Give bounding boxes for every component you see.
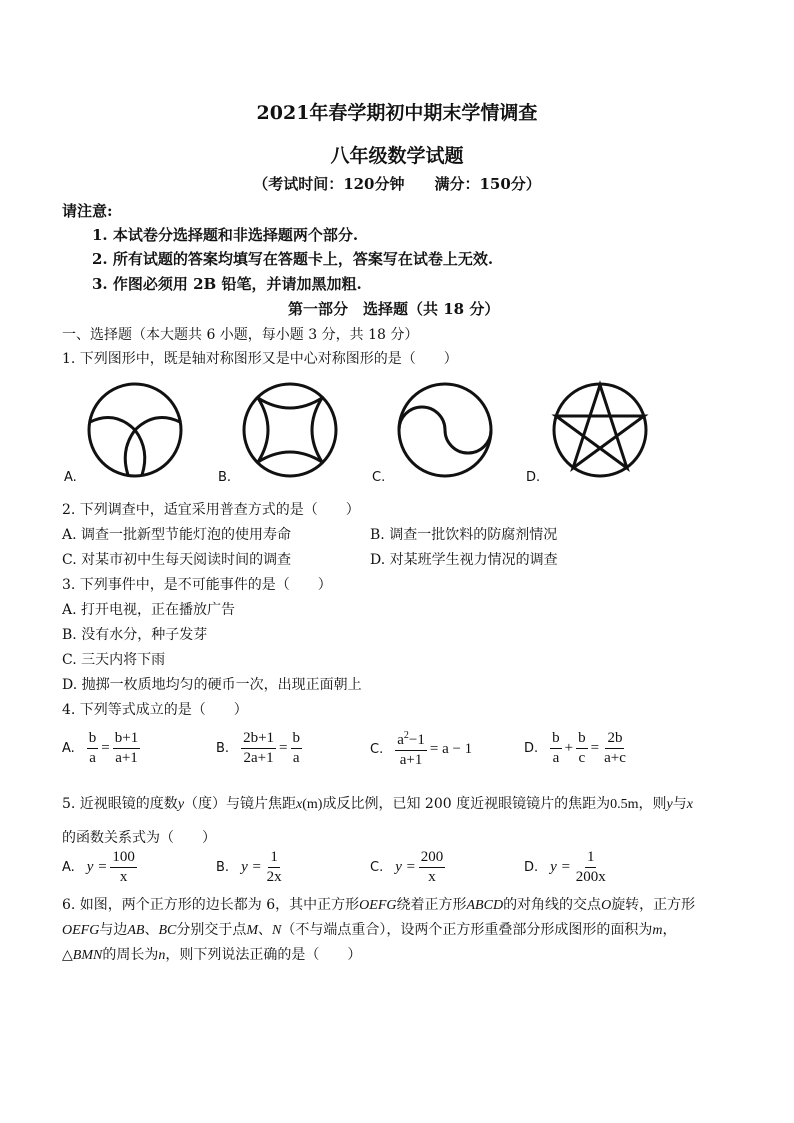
fraction-numerator: b <box>550 730 562 749</box>
unit: (m) <box>302 797 323 812</box>
option-label: A. <box>62 741 75 757</box>
note-item: 1. 本试卷分选择题和非选择题两个部分. <box>92 226 359 244</box>
fraction-denominator: x <box>428 869 436 886</box>
fraction-numerator: b+1 <box>113 730 140 749</box>
math-symbol: O <box>601 898 612 913</box>
variable-y: y <box>666 797 673 812</box>
stem-text: ，则 <box>638 796 667 812</box>
stem-text: ，则下列说法正确的是（ ） <box>165 947 362 963</box>
stem-text: 与 <box>672 796 687 812</box>
fraction-numerator: 1 <box>585 849 597 868</box>
math-symbol: ABCD <box>466 898 504 913</box>
fraction-denominator: a+1 <box>399 752 423 769</box>
fraction-denominator: a <box>89 750 96 767</box>
fraction-denominator: x <box>119 869 128 886</box>
question-4-option-d: D. $\frac{b}{a}$ + $\frac{b}{c}$ = $\frac{2b}{a+c}$ <box>524 730 626 767</box>
question-4-stem: 4. 下列等式成立的是（ ） <box>62 702 248 718</box>
question-3-option-d: D. 抛掷一枚质地均匀的硬币一次，出现正面朝上 <box>62 677 362 693</box>
question-3-option-b: B. 没有水分，种子发芽 <box>62 627 208 643</box>
fraction-numerator: b <box>576 730 588 749</box>
question-1-stem: 1. 下列图形中，既是轴对称图形又是中心对称图形的是（ ） <box>62 351 458 367</box>
fraction-denominator: 200x <box>575 869 606 886</box>
option-label-b: B. <box>218 470 232 485</box>
lhs: y = <box>395 859 416 876</box>
stem-text: 、 <box>144 922 159 938</box>
question-3-stem: 3. 下列事件中，是不可能事件的是（ ） <box>62 577 332 593</box>
stem-text: 绕着正方形 <box>396 897 467 913</box>
question-6-line-1 <box>62 894 695 914</box>
fraction-numerator: 200 <box>419 849 446 868</box>
notes-heading: 请注意: <box>62 202 113 220</box>
math-symbol: n <box>158 948 166 963</box>
fraction-denominator: a+c <box>604 750 626 767</box>
right-hand-side: = a − 1 <box>429 741 473 758</box>
fraction-numerator: b <box>87 730 99 749</box>
question-2-option-b: B. 调查一批饮料的防腐剂情况 <box>370 527 558 543</box>
fraction-denominator: 2x <box>266 869 282 886</box>
math-symbol: BC <box>158 923 177 938</box>
fraction-denominator: 2a+1 <box>243 750 274 767</box>
numerator-base: a <box>397 732 404 748</box>
variable-x: x <box>686 797 693 812</box>
fraction-numerator: 2b <box>605 730 624 749</box>
math-symbol: AB <box>127 923 145 938</box>
four-arc-circle-figure <box>235 380 345 480</box>
question-5-stem-line-2: 的函数关系式为（ ） <box>62 830 216 846</box>
option-label-a: A. <box>64 470 77 485</box>
stem-text: 与边 <box>99 922 128 938</box>
question-6-line-2 <box>62 919 676 939</box>
variable-x: x <box>296 797 303 812</box>
math-symbol: m <box>652 923 663 938</box>
variable-y: y <box>177 797 185 812</box>
stem-text: 成反比例，已知 200 度近视眼镜镜片的焦距为 <box>322 796 611 812</box>
option-label-d: D. <box>526 470 541 485</box>
lhs: y = <box>550 859 571 876</box>
option-label: D. <box>524 741 539 757</box>
question-5-option-c <box>370 849 445 887</box>
question-2-stem: 2. 下列调查中，适宜采用普查方式的是（ ） <box>62 502 360 518</box>
stem-text: 旋转，正方形 <box>611 897 696 913</box>
yin-yang-circle-figure <box>390 380 500 480</box>
stem-text: 分别交于点 <box>176 922 247 938</box>
stem-text: 5. 近视眼镜的度数 <box>62 796 178 812</box>
question-5-stem-line-1 <box>62 793 693 813</box>
stem-text: 的周长为 <box>102 947 159 963</box>
fraction-numerator: b <box>291 730 303 749</box>
math-symbol: △BMN <box>62 948 103 963</box>
section-heading: 一、选择题（本大题共 6 小题，每小题 3 分，共 18 分） <box>62 327 419 343</box>
question-3-option-c: C. 三天内将下雨 <box>62 652 166 668</box>
option-label: C. <box>370 742 384 758</box>
numerator-exponent: 2 <box>403 730 409 741</box>
lhs: y = <box>241 859 262 876</box>
stem-text: （不与端点重合），设两个正方形重叠部分形成图形的面积为 <box>281 922 653 938</box>
stem-text: 的对角线的交点 <box>503 897 602 913</box>
numerator-tail: −1 <box>408 732 425 748</box>
note-item: 2. 所有试题的答案均填写在答题卡上，答案写在试卷上无效. <box>92 250 494 268</box>
stem-text: ， <box>662 922 677 938</box>
question-2-option-c: C. 对某市初中生每天阅读时间的调查 <box>62 552 292 568</box>
fraction-numerator: 2b+1 <box>241 730 276 749</box>
option-label: B. <box>216 741 230 757</box>
question-4-option-c <box>370 730 475 770</box>
page-title: 2021年春学期初中期末学情调查 <box>256 102 538 124</box>
fraction-numerator: 100 <box>110 849 137 868</box>
math-symbol: M <box>246 923 258 938</box>
question-5-option-d <box>524 849 608 887</box>
page-subtitle: 八年级数学试题 <box>330 145 464 167</box>
fraction-denominator: c <box>578 750 586 767</box>
option-label: B. <box>216 860 230 876</box>
question-2-option-d: D. 对某班学生视力情况的调查 <box>370 552 558 568</box>
fraction-denominator: a <box>552 750 560 767</box>
question-3-option-a: A. 打开电视，正在播放广告 <box>62 602 236 618</box>
question-4-option-a: A. $\frac{b}{a}$ = $\frac{b+1}{a+1}$ <box>62 730 139 767</box>
stem-text: 6. 如图，两个正方形的边长都为 6，其中正方形 <box>62 897 360 913</box>
fraction-denominator: a <box>292 750 300 767</box>
question-5-option-a <box>62 849 137 887</box>
pentagram-circle-figure <box>545 380 655 480</box>
part-title: 第一部分 选择题（共 18 分） <box>288 300 500 318</box>
fraction-denominator: a+1 <box>115 750 138 767</box>
option-label: D. <box>524 860 539 876</box>
option-label: C. <box>370 860 384 876</box>
note-item: 3. 作图必须用 2B 铅笔，并请加黑加粗. <box>92 275 362 293</box>
option-label-c: C. <box>372 470 386 485</box>
option-label: A. <box>62 860 75 876</box>
focal-value: 0.5m <box>610 797 639 812</box>
fraction-numerator: 1 <box>268 849 280 868</box>
exam-info: （考试时间：120分钟 满分：150分） <box>253 175 541 193</box>
question-6-line-3 <box>62 944 361 964</box>
question-4-option-b: B. $\frac{2b+1}{2a+1}$ = $\frac{b}{a}$ <box>216 730 300 767</box>
three-arc-circle-figure <box>80 380 190 480</box>
question-2-option-a: A. 调查一批新型节能灯泡的使用寿命 <box>62 527 292 543</box>
stem-text: 、 <box>258 922 272 938</box>
math-symbol: OEFG <box>62 923 100 938</box>
question-5-option-b <box>216 849 284 887</box>
math-symbol: N <box>272 923 282 938</box>
math-symbol: OEFG <box>359 898 397 913</box>
stem-text: （度）与镜片焦距 <box>184 796 297 812</box>
lhs: y = <box>86 859 108 876</box>
